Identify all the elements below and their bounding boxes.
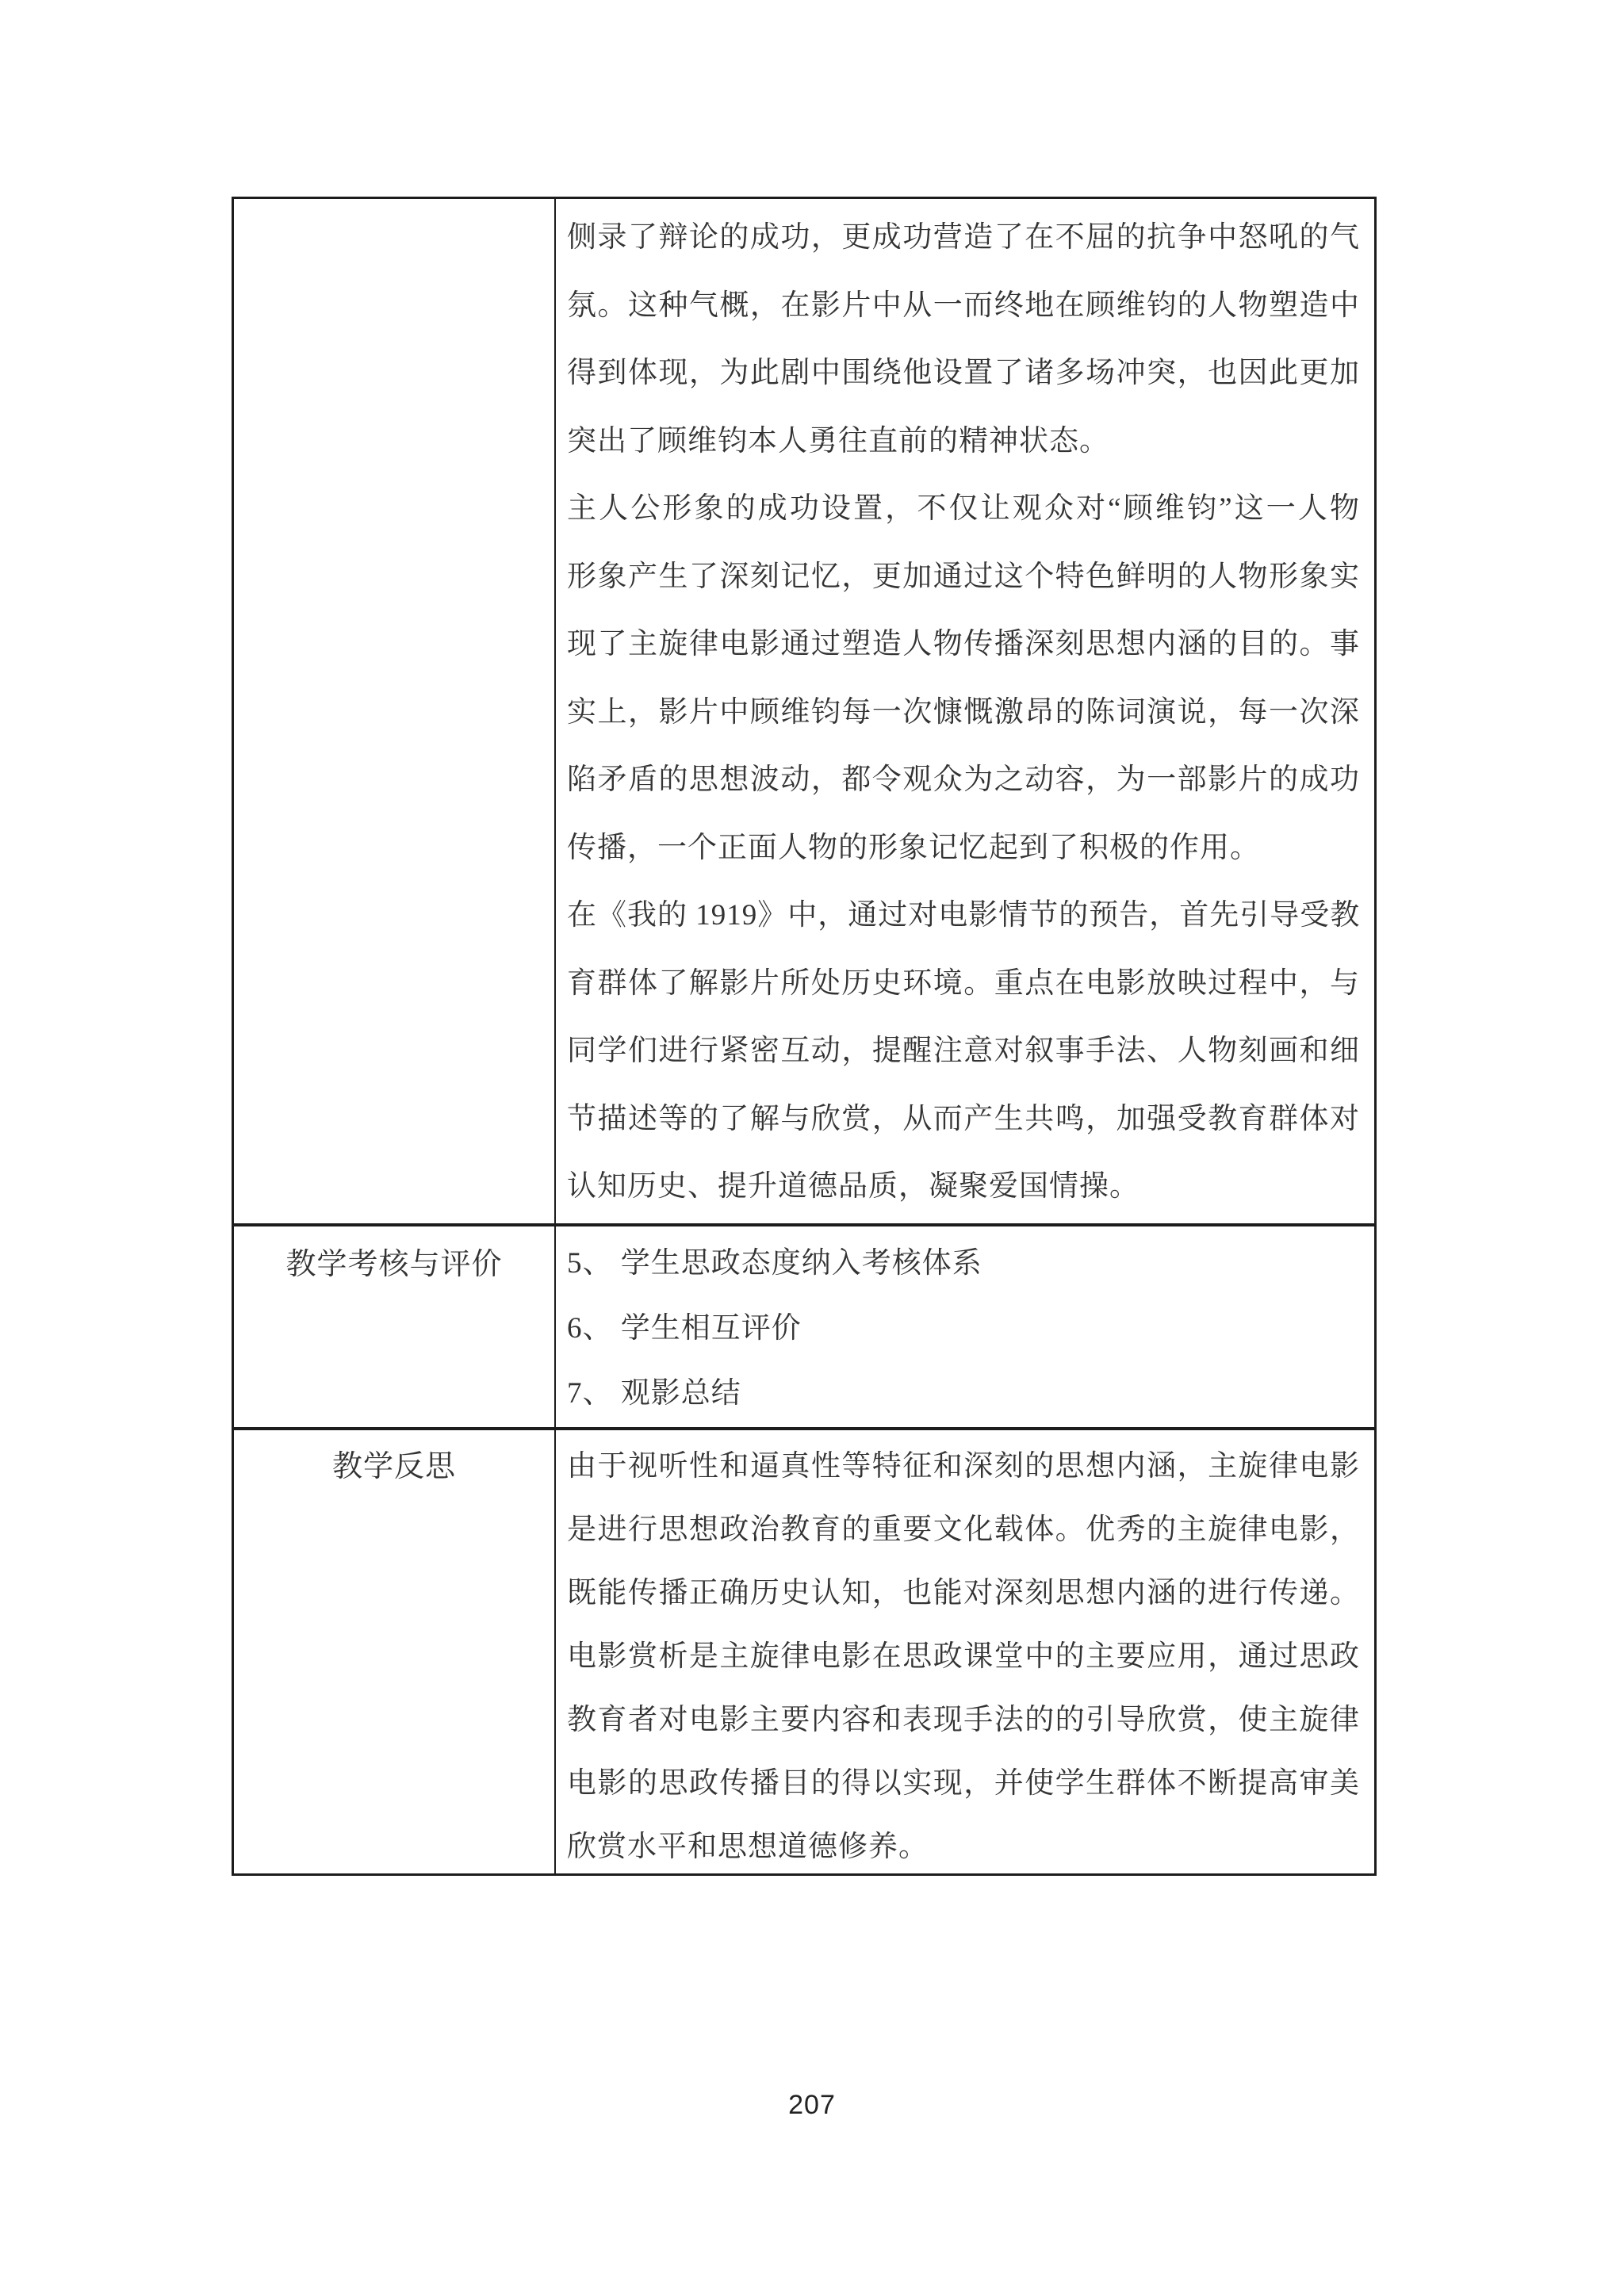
row-label-reflection: 教学反思 bbox=[331, 1450, 456, 1483]
text-line: 突出了顾维钧本人勇往直前的精神状态。 bbox=[567, 424, 1109, 457]
text-line: 陷矛盾的思想波动，都令观众为之动容，为一部影片的成功 bbox=[567, 763, 1360, 796]
text-line: 得到体现，为此剧中围绕他设置了诸多场冲突，也因此更加 bbox=[567, 357, 1360, 389]
text-line: 现了主旋律电影通过塑造人物传播深刻思想内涵的目的。事 bbox=[567, 628, 1360, 660]
text-line: 教育者对电影主要内容和表现手法的的引导欣赏，使主旋律 bbox=[567, 1704, 1360, 1736]
text-line: 育群体了解影片所处历史环境。重点在电影放映过程中，与 bbox=[567, 966, 1360, 1000]
list-item: 6、 学生相互评价 bbox=[567, 1312, 802, 1345]
text-line: 同学们进行紧密互动，提醒注意对叙事手法、人物刻画和细 bbox=[567, 1035, 1360, 1067]
text-line: 形象产生了深刻记忆，更加通过这个特色鲜明的人物形象实 bbox=[567, 560, 1360, 593]
table-row-continuation bbox=[234, 199, 1374, 1223]
label-cell-empty bbox=[234, 199, 556, 1223]
text-line: 实上，影片中顾维钧每一次慷慨激昂的陈词演说，每一次深 bbox=[567, 695, 1360, 729]
lesson-plan-table bbox=[232, 197, 1377, 1876]
table-row-reflection bbox=[234, 1427, 1374, 1873]
label-cell-reflection bbox=[234, 1430, 556, 1873]
content-cell-assessment bbox=[556, 1226, 1374, 1427]
list-item: 7、 观影总结 bbox=[567, 1377, 741, 1410]
label-cell-assessment bbox=[234, 1226, 556, 1427]
text-line: 由于视听性和逼真性等特征和深刻的思想内涵，主旋律电影 bbox=[567, 1450, 1360, 1483]
text-line: 欣赏水平和思想道德修养。 bbox=[567, 1831, 929, 1863]
text-line: 既能传播正确历史认知，也能对深刻思想内涵的进行传递。 bbox=[567, 1577, 1360, 1609]
list-item: 5、 学生思政态度纳入考核体系 bbox=[567, 1247, 982, 1280]
text-line: 传播，一个正面人物的形象记忆起到了积极的作用。 bbox=[567, 831, 1260, 864]
page-number: 207 bbox=[788, 2090, 836, 2120]
content-cell-continuation bbox=[556, 199, 1374, 1223]
content-cell-reflection bbox=[556, 1430, 1374, 1873]
text-line: 主人公形象的成功设置，不仅让观众对“顾维钧”这一人物 bbox=[567, 492, 1360, 525]
text-line: 侧录了辩论的成功，更成功营造了在不屈的抗争中怒吼的气 bbox=[567, 221, 1360, 254]
text-line: 电影的思政传播目的得以实现，并使学生群体不断提高审美 bbox=[567, 1767, 1360, 1800]
text-line: 电影赏析是主旋律电影在思政课堂中的主要应用，通过思政 bbox=[567, 1640, 1360, 1673]
text-line: 在《我的 1919》中，通过对电影情节的预告，首先引导受教 bbox=[567, 899, 1360, 932]
row-label-assessment: 教学考核与评价 bbox=[285, 1248, 503, 1281]
text-line: 认知历史、提升道德品质，凝聚爱国情操。 bbox=[567, 1170, 1139, 1203]
text-line: 氛。这种气概，在影片中从一而终地在顾维钧的人物塑造中 bbox=[567, 289, 1360, 322]
text-line: 节描述等的了解与欣赏，从而产生共鸣，加强受教育群体对 bbox=[567, 1102, 1360, 1135]
table-row-assessment bbox=[234, 1223, 1374, 1427]
text-line: 是进行思想政治教育的重要文化载体。优秀的主旋律电影， bbox=[567, 1513, 1360, 1546]
